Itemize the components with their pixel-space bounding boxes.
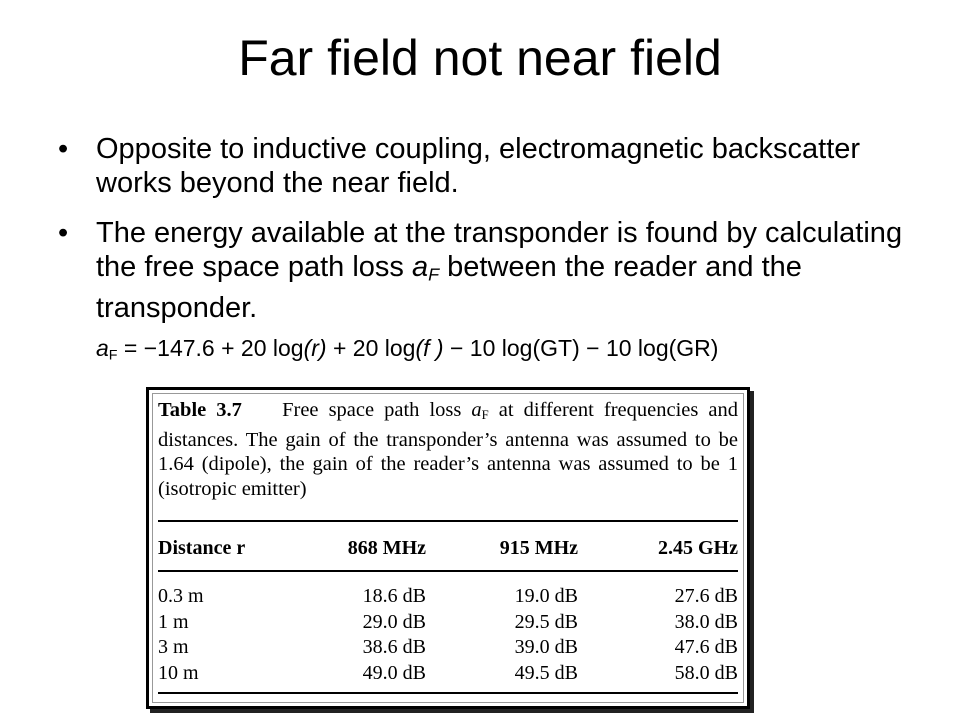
bullet-item — [58, 216, 938, 325]
table-caption-symbol: a — [471, 399, 482, 421]
header-row — [158, 536, 738, 562]
cell-distance: 3 m — [158, 636, 189, 659]
cell-915mhz: 19.0 dB — [514, 585, 578, 608]
bullet-marker: • — [58, 217, 69, 249]
formula-gr: (GR) — [668, 335, 719, 361]
formula-part: = −147.6 + 20 log — [117, 335, 304, 361]
cell-868mhz: 29.0 dB — [362, 610, 426, 633]
cell-2-45ghz: 38.0 dB — [674, 610, 738, 633]
table-row — [158, 584, 738, 610]
formula-f: (f ) — [415, 335, 444, 361]
header-2-45ghz: 2.45 GHz — [658, 537, 738, 560]
table-header-rule — [158, 570, 738, 572]
slide-title: Far field not near field — [238, 30, 722, 86]
table-row — [158, 635, 738, 661]
formula-part: − 10 log — [443, 335, 533, 361]
cell-distance: 10 m — [158, 661, 199, 684]
cell-distance: 0.3 m — [158, 585, 204, 608]
table-caption-label: Table 3.7 — [158, 399, 242, 421]
bullet-marker: • — [58, 133, 69, 165]
bullet-text: Opposite to inductive coupling, electromagnetic backscatter works beyond the near field. — [96, 133, 861, 199]
formula-lhs-subscript: F — [108, 347, 118, 364]
formula-lhs-symbol: a — [96, 335, 109, 361]
header-915mhz: 915 MHz — [499, 537, 578, 560]
cell-868mhz: 18.6 dB — [362, 585, 426, 608]
table-row — [158, 661, 738, 687]
table-header — [158, 536, 738, 562]
table-bottom-rule — [158, 692, 738, 694]
path-loss-subscript: F — [428, 264, 440, 285]
table-top-rule — [158, 520, 738, 522]
bullet-text-suffix: between the reader and the transponder. — [96, 251, 802, 325]
formula-gt: (GT) — [532, 335, 580, 361]
table-caption-text: Free space path loss — [282, 399, 472, 421]
cell-2-45ghz: 27.6 dB — [674, 585, 738, 608]
table-row — [158, 610, 738, 636]
cell-2-45ghz: 58.0 dB — [674, 661, 738, 684]
formula-part: − 10 log — [579, 335, 669, 361]
bullet-text-main: The energy available at the transponder is found by calculating the free space path loss — [96, 217, 903, 283]
cell-915mhz: 29.5 dB — [514, 610, 578, 633]
path-loss-symbol: a — [411, 251, 429, 283]
cell-868mhz: 38.6 dB — [362, 636, 426, 659]
cell-868mhz: 49.0 dB — [362, 661, 426, 684]
table-body — [158, 584, 738, 686]
cell-915mhz: 49.5 dB — [514, 661, 578, 684]
bullet-list — [58, 132, 938, 341]
header-distance: Distance r — [158, 537, 246, 560]
header-868mhz: 868 MHz — [347, 537, 426, 560]
table-caption — [158, 398, 738, 501]
table-caption-subscript: F — [481, 408, 489, 423]
bullet-item — [58, 132, 938, 200]
formula-part: + 20 log — [326, 335, 416, 361]
path-loss-formula — [96, 333, 718, 371]
cell-915mhz: 39.0 dB — [514, 636, 578, 659]
formula-r: (r) — [303, 335, 327, 361]
cell-distance: 1 m — [158, 610, 189, 633]
cell-2-45ghz: 47.6 dB — [674, 636, 738, 659]
bullet-text — [96, 217, 902, 324]
table-caption-text-rest: at different frequencies and distances. The gain of the transponder’s antenna was assumed to be 1.64 (dipole), the gain of the reader’s antenna was assumed to be 1 (isotropic emitter) — [158, 399, 738, 500]
